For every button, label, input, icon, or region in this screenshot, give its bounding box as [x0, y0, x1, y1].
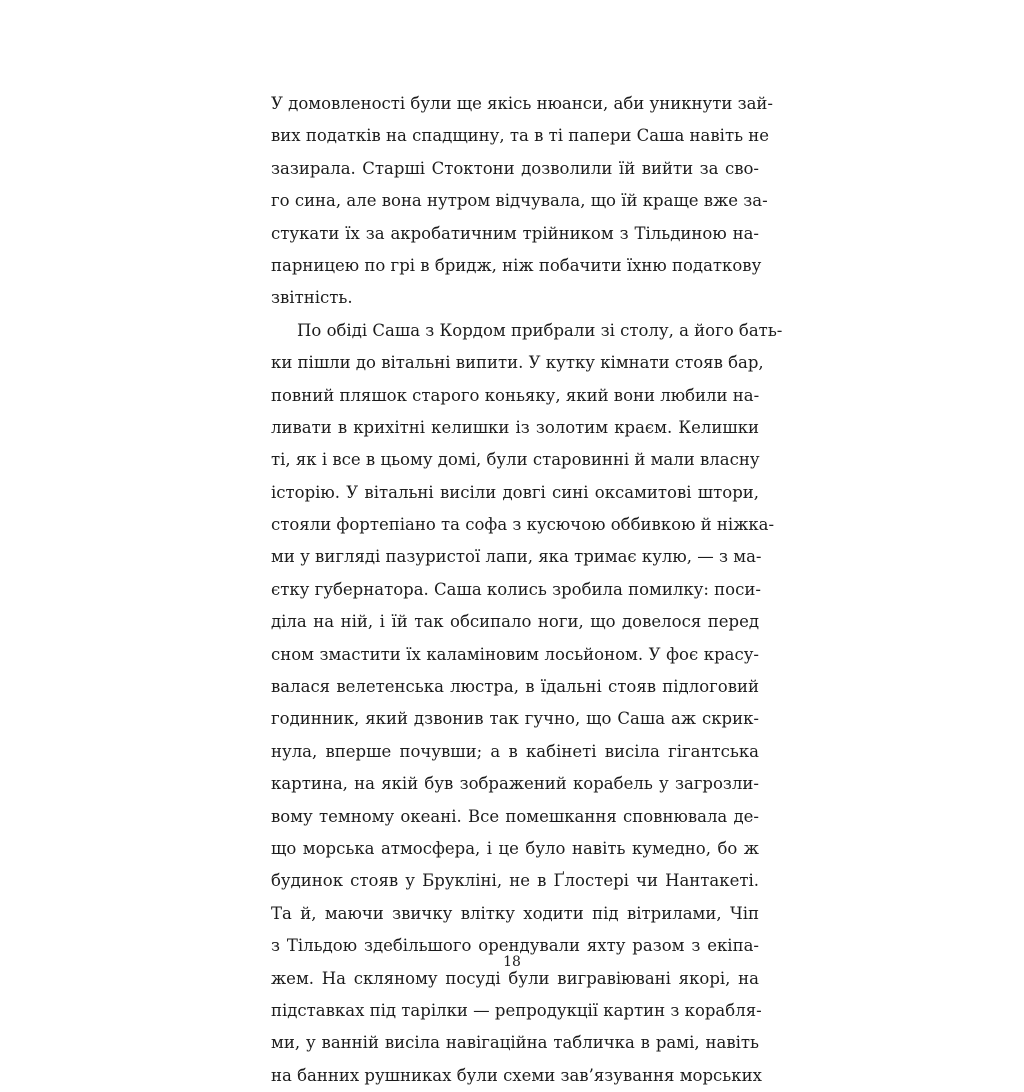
text-line: що морська атмосфера, і це було навіть кумедно, бо ж — [271, 838, 759, 858]
text-line: зазирала. Старші Стоктони дозволили їй вийти за сво- — [271, 158, 759, 178]
text-line: сном змастити їх каламіновим лосьйоном. У фоє красу- — [271, 644, 759, 664]
text-line: ки пішли до вітальні випити. У кутку кімнати стояв бар, — [271, 353, 764, 373]
text-line: стояли фортепіано та софа з кусючою оббивкою й ніжка- — [271, 515, 775, 535]
text-line: будинок стояв у Брукліні, не в Ґлостері чи Нантакеті. — [271, 871, 759, 891]
text-line: вих податків на спадщину, та в ті папери Саша навіть не — [271, 126, 770, 146]
text-line: парницею по грі в бридж, ніж побачити їхню податкову — [271, 255, 762, 275]
text-line: історію. У вітальні висіли довгі сині оксамитові штори, — [271, 482, 759, 502]
page-number: 18 — [503, 954, 521, 970]
text-line: вому темному океані. Все помешкання сповнювала де- — [271, 806, 759, 826]
text-line: діла на ній, і їй так обсипало ноги, що довелося перед — [271, 612, 759, 632]
text-line: повний пляшок старого коньяку, який вони любили на- — [271, 385, 760, 405]
text-line: По обіді Саша з Кордом прибрали зі столу, а його бать- — [297, 320, 783, 340]
text-line: годинник, який дзвонив так гучно, що Саша аж скрик- — [271, 709, 759, 729]
text-line: валася велетенська люстра, в їдальні стояв підлоговий — [271, 677, 759, 697]
text-line: єтку губернатора. Саша колись зробила помилку: поси- — [271, 579, 761, 599]
text-line: підставках під тарілки — репродукції картин з корабля- — [271, 1000, 762, 1020]
text-line: ливати в крихітні келишки із золотим краєм. Келишки — [271, 417, 759, 437]
text-line: У домовленості були ще якісь нюанси, аби уникнути зай- — [271, 94, 774, 113]
text-line: Та й, маючи звичку влітку ходити під вітрилами, Чіп — [271, 903, 759, 923]
text-line: ті, як і все в цьому домі, були старовинні й мали власну — [271, 450, 760, 470]
body-text — [271, 88, 783, 1092]
text-line: картина, на якій був зображений корабель у загрозли- — [271, 774, 759, 794]
text-line: звітність. — [271, 288, 353, 308]
text-line: го сина, але вона нутром відчувала, що їй краще вже за- — [271, 191, 768, 211]
text-line: ми у вигляді пазуристої лапи, яка тримає кулю, — з ма- — [271, 547, 762, 567]
text-line: на банних рушниках були схеми зав’язування морських — [271, 1065, 762, 1085]
text-line: з Тільдою здебільшого орендували яхту разом з екіпа- — [271, 936, 759, 956]
text-line: стукати їх за акробатичним трійником з Тільдиною на- — [271, 223, 759, 243]
text-line: жем. На скляному посуді були вигравіювані якорі, на — [271, 968, 759, 988]
text-line: ми, у ванній висіла навігаційна табличка в рамі, навіть — [271, 1033, 759, 1053]
text-line: нула, вперше почувши; а в кабінеті висіла гігантська — [271, 741, 759, 761]
